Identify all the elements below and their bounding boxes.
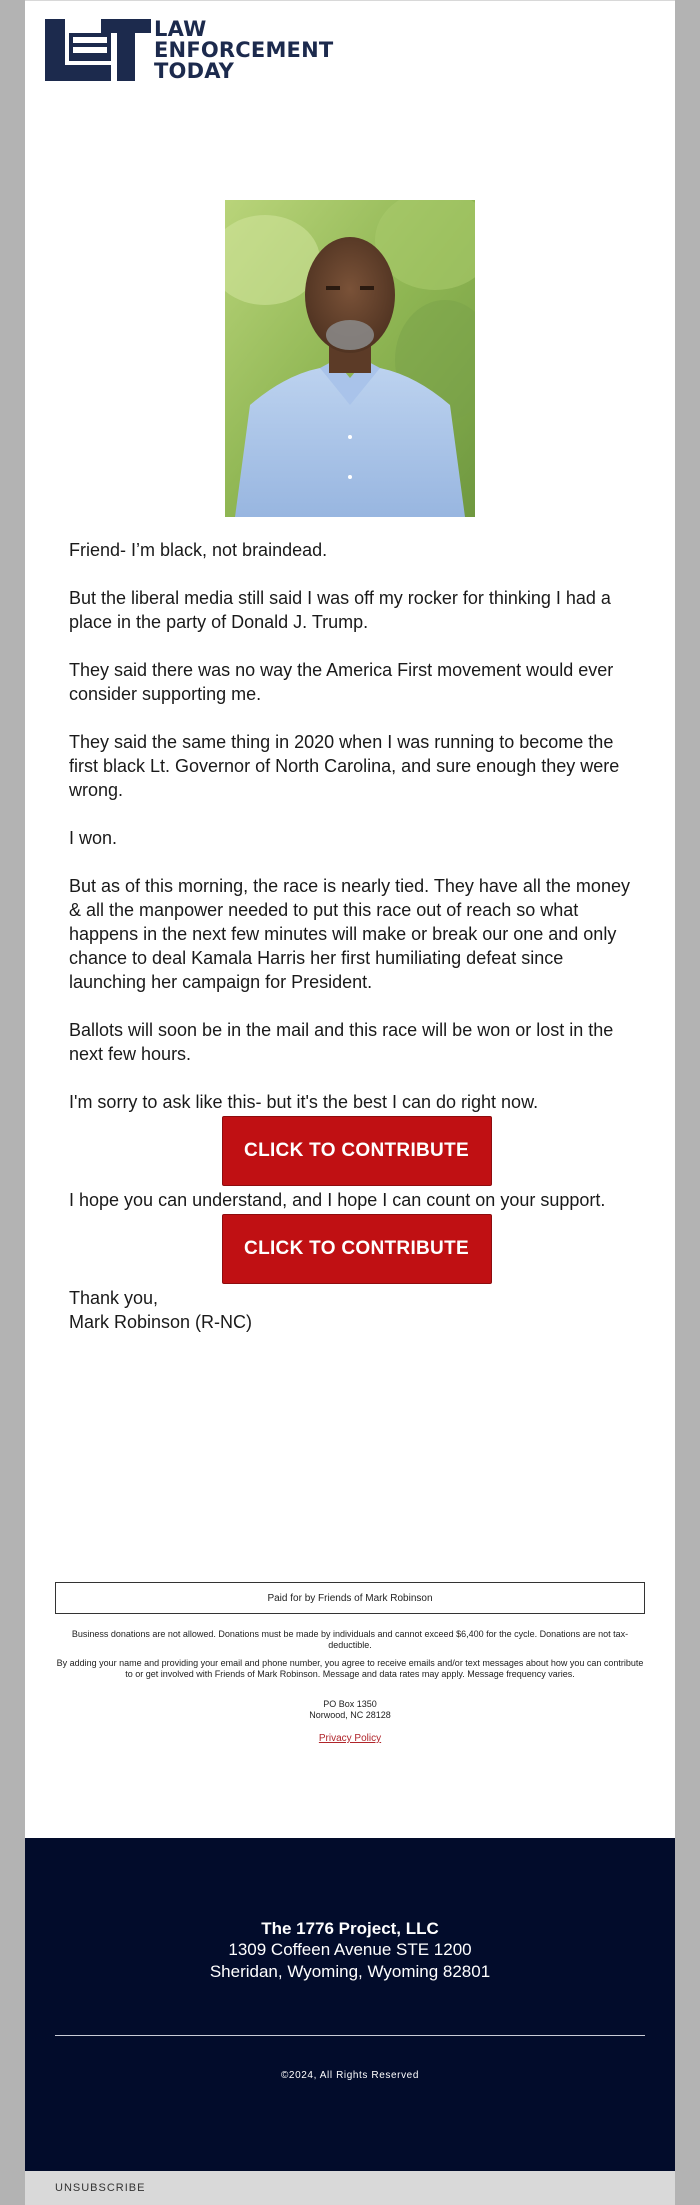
letter-paragraph-3: They said there was no way the America First movement would ever consider supporting me. [69, 660, 614, 704]
copyright: ©2024, All Rights Reserved [280, 2070, 420, 2081]
logo-line-enforcement: ENFORCEMENT [154, 38, 334, 62]
signature-name: Mark Robinson (R-NC) [69, 1312, 253, 1332]
signature-block [69, 1286, 644, 1334]
email-card [25, 0, 675, 1838]
letter-paragraph-9: I hope you can understand, and I hope I can count on your support. [69, 1190, 606, 1210]
letter-paragraph-8: I'm sorry to ask like this- but it's the best I can do right now. [69, 1092, 539, 1112]
logo-line-today: TODAY [154, 59, 235, 83]
letter-paragraph-6: But as of this morning, the race is nearly tied. They have all the money & all the manpower needed to put this race out of reach so what happens in the next few minutes will make or break our one and only chance to deal Kamala Harris her first humiliating defeat since launching her campaign for President. [69, 876, 630, 992]
unsubscribe-link[interactable]: UNSUBSCRIBE [55, 2182, 146, 2194]
privacy-policy-link[interactable]: Privacy Policy [318, 1733, 382, 1744]
signoff: Thank you, [69, 1288, 159, 1308]
cta-container-1 [69, 1114, 644, 1188]
footer-address-line-2: Sheridan, Wyoming, Wyoming 82801 [209, 1962, 491, 1981]
letter-paragraph-7: Ballots will soon be in the mail and this race will be won or lost in the next few hours. [69, 1020, 614, 1064]
paid-for-box [55, 1582, 645, 1614]
po-box: PO Box 1350 [323, 1699, 377, 1709]
footer-divider [55, 2035, 645, 2036]
footer-address-line-1: 1309 Coffeen Avenue STE 1200 [228, 1940, 472, 1959]
logo-wordmark [154, 19, 333, 82]
law-enforcement-today-logo[interactable] [45, 19, 333, 83]
contribute-button-1[interactable]: CLICK TO CONTRIBUTE [222, 1116, 492, 1186]
let-logo-icon [45, 19, 151, 81]
mailing-address [55, 1699, 645, 1721]
paid-for-text: Paid for by Friends of Mark Robinson [267, 1592, 433, 1604]
donation-disclaimer: Business donations are not allowed. Donations must be made by individuals and cannot exceed $6,400 for the cycle. Donations are not tax-deductible. [71, 1629, 629, 1650]
logo-line-law: LAW [154, 17, 207, 41]
unsubscribe-bar [25, 2171, 675, 2205]
letter-paragraph-1: Friend- I’m black, not braindead. [69, 540, 328, 560]
city-line: Norwood, NC 28128 [309, 1710, 391, 1720]
letter-body [69, 538, 644, 1334]
letter-paragraph-2: But the liberal media still said I was off my rocker for thinking I had a place in the party of Donald J. Trump. [69, 588, 611, 632]
letter-paragraph-5: I won. [69, 828, 118, 848]
letter-paragraph-4: They said the same thing in 2020 when I was running to become the first black Lt. Governor of North Carolina, and sure enough they were wrong. [69, 732, 620, 800]
cta-container-2 [69, 1212, 644, 1286]
contribute-button-2[interactable]: CLICK TO CONTRIBUTE [222, 1214, 492, 1284]
footer [25, 1838, 675, 2171]
candidate-portrait [225, 200, 475, 517]
consent-disclaimer: By adding your name and providing your email and phone number, you agree to receive emails and/or text messages about how you can contribute to or get involved with Friends of Mark Robinson. Message and data rates may apply. Message frequency varies. [56, 1658, 644, 1679]
footer-org-name: The 1776 Project, LLC [261, 1919, 439, 1938]
